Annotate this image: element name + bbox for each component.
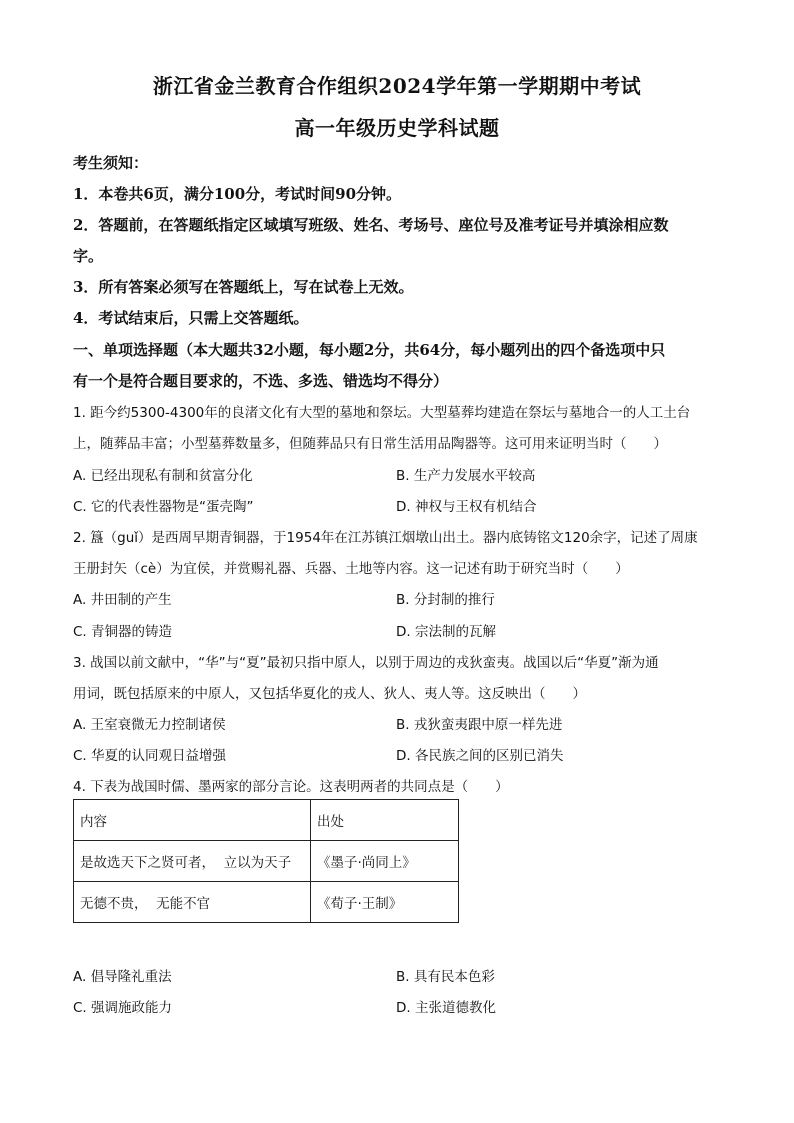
table-header-row xyxy=(74,800,459,841)
notice-item: 1．本卷共6页，满分100分，考试时间90分钟。 xyxy=(73,185,402,203)
question-4-option-b: B. 具有民本色彩 xyxy=(396,969,495,985)
notice-item: 2．答题前，在答题纸指定区域填写班级、姓名、考场号、座位号及准考证号并填涂相应数 xyxy=(73,216,669,234)
question-4-option-d: D. 主张道德教化 xyxy=(396,1000,496,1016)
question-3-option-c: C. 华夏的认同观日益增强 xyxy=(73,748,227,764)
question-4-option-c: C. 强调施政能力 xyxy=(73,1000,173,1016)
section-heading-cont: 有一个是符合题目要求的，不选、多选、错选均不得分） xyxy=(73,372,449,390)
question-3-stem-cont: 用词，既包括原来的中原人，又包括华夏化的戎人、狄人、夷人等。这反映出（ ） xyxy=(73,686,586,702)
notice-heading: 考生须知： xyxy=(73,154,149,172)
question-2-stem: 2. 簋（guǐ）是西周早期青铜器，于1954年在江苏镇江烟墩山出土。器内底铸铭文120余字，记述了周康 xyxy=(73,530,698,546)
question-2-option-b: B. 分封制的推行 xyxy=(396,592,495,608)
question-1-option-b: B. 生产力发展水平较高 xyxy=(396,468,536,484)
question-1-stem-cont: 上，随葬品丰富；小型墓葬数量多，但随葬品只有日常生活用品陶器等。这可用来证明当时（ ） xyxy=(73,436,667,452)
question-4-option-a: A. 倡导隆礼重法 xyxy=(73,969,172,985)
question-3-option-d: D. 各民族之间的区别已消失 xyxy=(396,748,564,764)
table-cell: 《荀子·王制》 xyxy=(311,882,459,923)
table-cell: 是故选天下之贤可者， 立以为天子 xyxy=(74,841,311,882)
question-4-stem: 4. 下表为战国时儒、墨两家的部分言论。这表明两者的共同点是（ ） xyxy=(73,779,509,795)
question-2-option-c: C. 青铜器的铸造 xyxy=(73,624,173,640)
table-row xyxy=(74,882,459,923)
table-header-cell: 出处 xyxy=(311,800,459,841)
exam-title: 浙江省金兰教育合作组织2024学年第一学期期中考试 xyxy=(152,74,642,98)
question-1-option-d: D. 神权与王权有机结合 xyxy=(396,499,537,515)
question-4-table xyxy=(73,799,459,923)
question-1-option-a: A. 已经出现私有制和贫富分化 xyxy=(73,468,253,484)
table-header-cell: 内容 xyxy=(74,800,311,841)
question-3-stem: 3. 战国以前文献中，“华”与“夏”最初只指中原人，以别于周边的戎狄蛮夷。战国以后“华夏”渐为通 xyxy=(73,655,659,671)
notice-item: 字。 xyxy=(73,247,104,265)
table-row xyxy=(74,841,459,882)
exam-subtitle: 高一年级历史学科试题 xyxy=(294,116,500,140)
question-2-option-a: A. 井田制的产生 xyxy=(73,592,172,608)
question-2-option-d: D. 宗法制的瓦解 xyxy=(396,624,496,640)
question-3-option-b: B. 戎狄蛮夷跟中原一样先进 xyxy=(396,717,563,733)
notice-item: 3．所有答案必须写在答题纸上，写在试卷上无效。 xyxy=(73,278,414,296)
question-3-option-a: A. 王室衰微无力控制诸侯 xyxy=(73,717,226,733)
question-2-stem-cont: 王册封矢（cè）为宜侯，并赏赐礼器、兵器、土地等内容。这一记述有助于研究当时（ ） xyxy=(73,561,629,577)
question-1-stem: 1. 距今约5300-4300年的良渚文化有大型的墓地和祭坛。大型墓葬均建造在祭坛与墓地合一的人工土台 xyxy=(73,405,691,421)
section-heading: 一、单项选择题（本大题共32小题，每小题2分，共64分，每小题列出的四个备选项中只 xyxy=(73,341,666,359)
table-cell: 无德不贵， 无能不官 xyxy=(74,882,311,923)
question-1-option-c: C. 它的代表性器物是“蛋壳陶” xyxy=(73,499,254,515)
table-cell: 《墨子·尚同上》 xyxy=(311,841,459,882)
notice-item: 4．考试结束后，只需上交答题纸。 xyxy=(73,309,309,327)
